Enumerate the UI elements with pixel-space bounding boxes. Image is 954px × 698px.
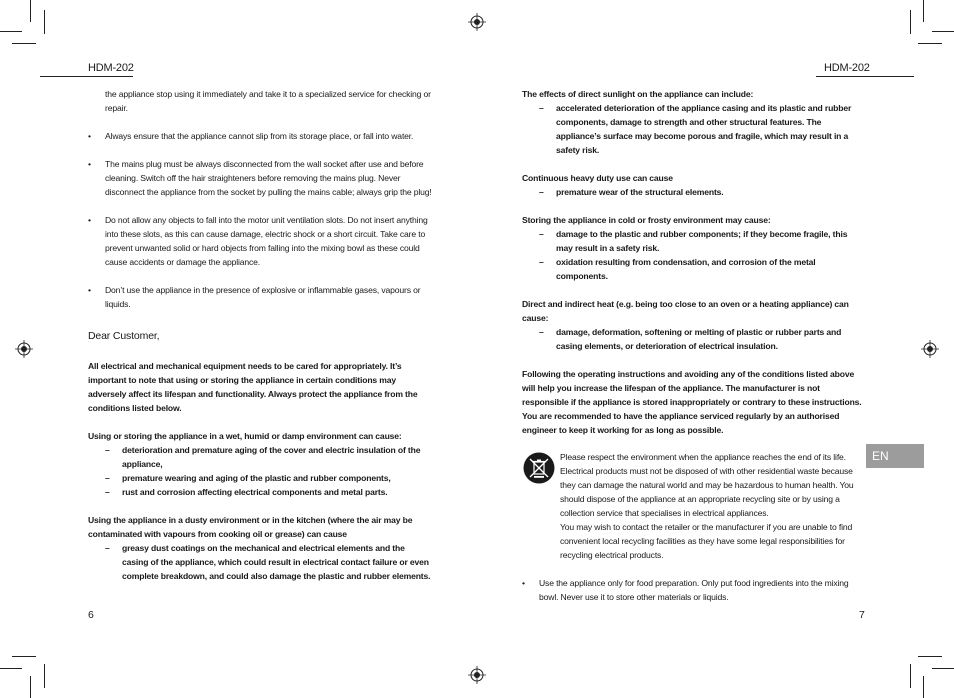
- registration-mark-icon: [468, 666, 486, 684]
- continued-text: the appliance stop using it immediately and take it to a specialized service for checking or repair.: [105, 89, 431, 113]
- list-item: – accelerated deterioration of the appliance casing and its plastic and rubber components, damage to strength and other structural features. The appliance’s surface may become porous and fragile, which may result in a safety risk.: [539, 103, 852, 155]
- list-item: – oxidation resulting from condensation, and corrosion of the metal components.: [539, 257, 816, 281]
- section-heading-sun: The effects of direct sunlight on the appliance can include:: [522, 89, 754, 99]
- right-page-number: 7: [859, 609, 865, 621]
- intro-paragraph: All electrical and mechanical equipment needs to be cared for appropriately. It’s important to note that using or storing the appliance in certain conditions may adversely affect its lifespan and functionality. Always protect the appliance from the conditions listed below.: [88, 361, 418, 413]
- section-heading-heat: Direct and indirect heat (e.g. being too close to an oven or a heating appliance) can cause:: [522, 299, 849, 323]
- list-item: – damage, deformation, softening or melting of plastic or rubber parts and casing elements, or deterioration of electrical insulation.: [539, 327, 842, 351]
- list-item: – premature wear of the structural elements.: [539, 187, 724, 197]
- left-header-rule: [40, 76, 133, 77]
- environment-notice: [560, 450, 865, 562]
- section-heading-cold: Storing the appliance in cold or frosty environment may cause:: [522, 215, 771, 225]
- closing-paragraph: Following the operating instructions and avoiding any of the conditions listed above will help you increase the lifespan of the appliance. The manufacturer is not responsible if the appliance is stored inappropriately or contrary to these instructions. You are recommended to have the appliance serviced regularly by an authorised engineer to keep it working for as long as possible.: [522, 369, 862, 435]
- right-header-rule: [816, 76, 914, 77]
- list-item: • Don’t use the appliance in the presence of explosive or inflammable gases, vapours or liquids.: [88, 285, 421, 309]
- list-item: • The mains plug must be always disconnected from the wall socket after use and before cleaning. Switch off the hair straighteners before removing the mains plug. Never disconnect the appliance from the socket by pulling the mains cable; always grip the plug!: [88, 159, 432, 197]
- list-item: – deterioration and premature aging of the cover and electric insulation of the appliance,: [105, 445, 421, 469]
- registration-mark-icon: [921, 340, 939, 358]
- greeting: Dear Customer,: [88, 330, 160, 342]
- section-heading-heavy: Continuous heavy duty use can cause: [522, 173, 673, 183]
- left-page-body: [88, 87, 433, 583]
- weee-crossed-bin-icon: [523, 452, 555, 484]
- section-heading-wet: Using or storing the appliance in a wet, humid or damp environment can cause:: [88, 431, 402, 441]
- list-item: – greasy dust coatings on the mechanical and electrical elements and the casing of the appliance, which could result in electrical contact failure or even complete breakdown, and could also damage the plastic and rubber elements.: [105, 543, 431, 581]
- right-page-body: [522, 87, 862, 437]
- section-heading-dust: Using the appliance in a dusty environment or in the kitchen (where the air may be contaminated with vapours from cooking oil or grease) can cause: [88, 515, 413, 539]
- list-item: • Use the appliance only for food preparation. Only put food ingredients into the mixing bowl. Never use it to store other materials or liquids.: [522, 578, 849, 602]
- list-item: – rust and corrosion affecting electrical components and metal parts.: [105, 487, 388, 497]
- registration-mark-icon: [15, 340, 33, 358]
- list-item: – premature wearing and aging of the plastic and rubber components,: [105, 473, 391, 483]
- recycling-paragraph: You may wish to contact the retailer or the manufacturer if you are unable to find convenient local recycling facilities as they have some legal responsibilities for recycling electrical products.: [560, 522, 853, 560]
- left-page-number: 6: [88, 609, 94, 621]
- environment-paragraph: Please respect the environment when the appliance reaches the end of its life. Electrical products must not be disposed of with other residential waste because they can damage the natural world and may be hazardous to human health. You should dispose of the appliance at an appropriate recycling site or by using a collection service that specialises in electrical appliances.: [560, 452, 854, 518]
- language-tab: EN: [866, 444, 924, 468]
- right-model-name: HDM-202: [824, 62, 870, 74]
- list-item: – damage to the plastic and rubber components; if they become fragile, this may result in a safety risk.: [539, 229, 848, 253]
- food-use-notice: [522, 576, 867, 604]
- registration-mark-icon: [468, 13, 486, 31]
- list-item: • Do not allow any objects to fall into the motor unit ventilation slots. Do not insert anything into these slots, as this can cause damage, electric shock or a short circuit. Take care to prevent unwanted solid or hard objects from falling into the mixing bowl as these could cause accidents or damage the appliance.: [88, 215, 428, 267]
- list-item: • Always ensure that the appliance cannot slip from its storage place, or fall into water.: [88, 131, 414, 141]
- left-model-name: HDM-202: [88, 62, 134, 74]
